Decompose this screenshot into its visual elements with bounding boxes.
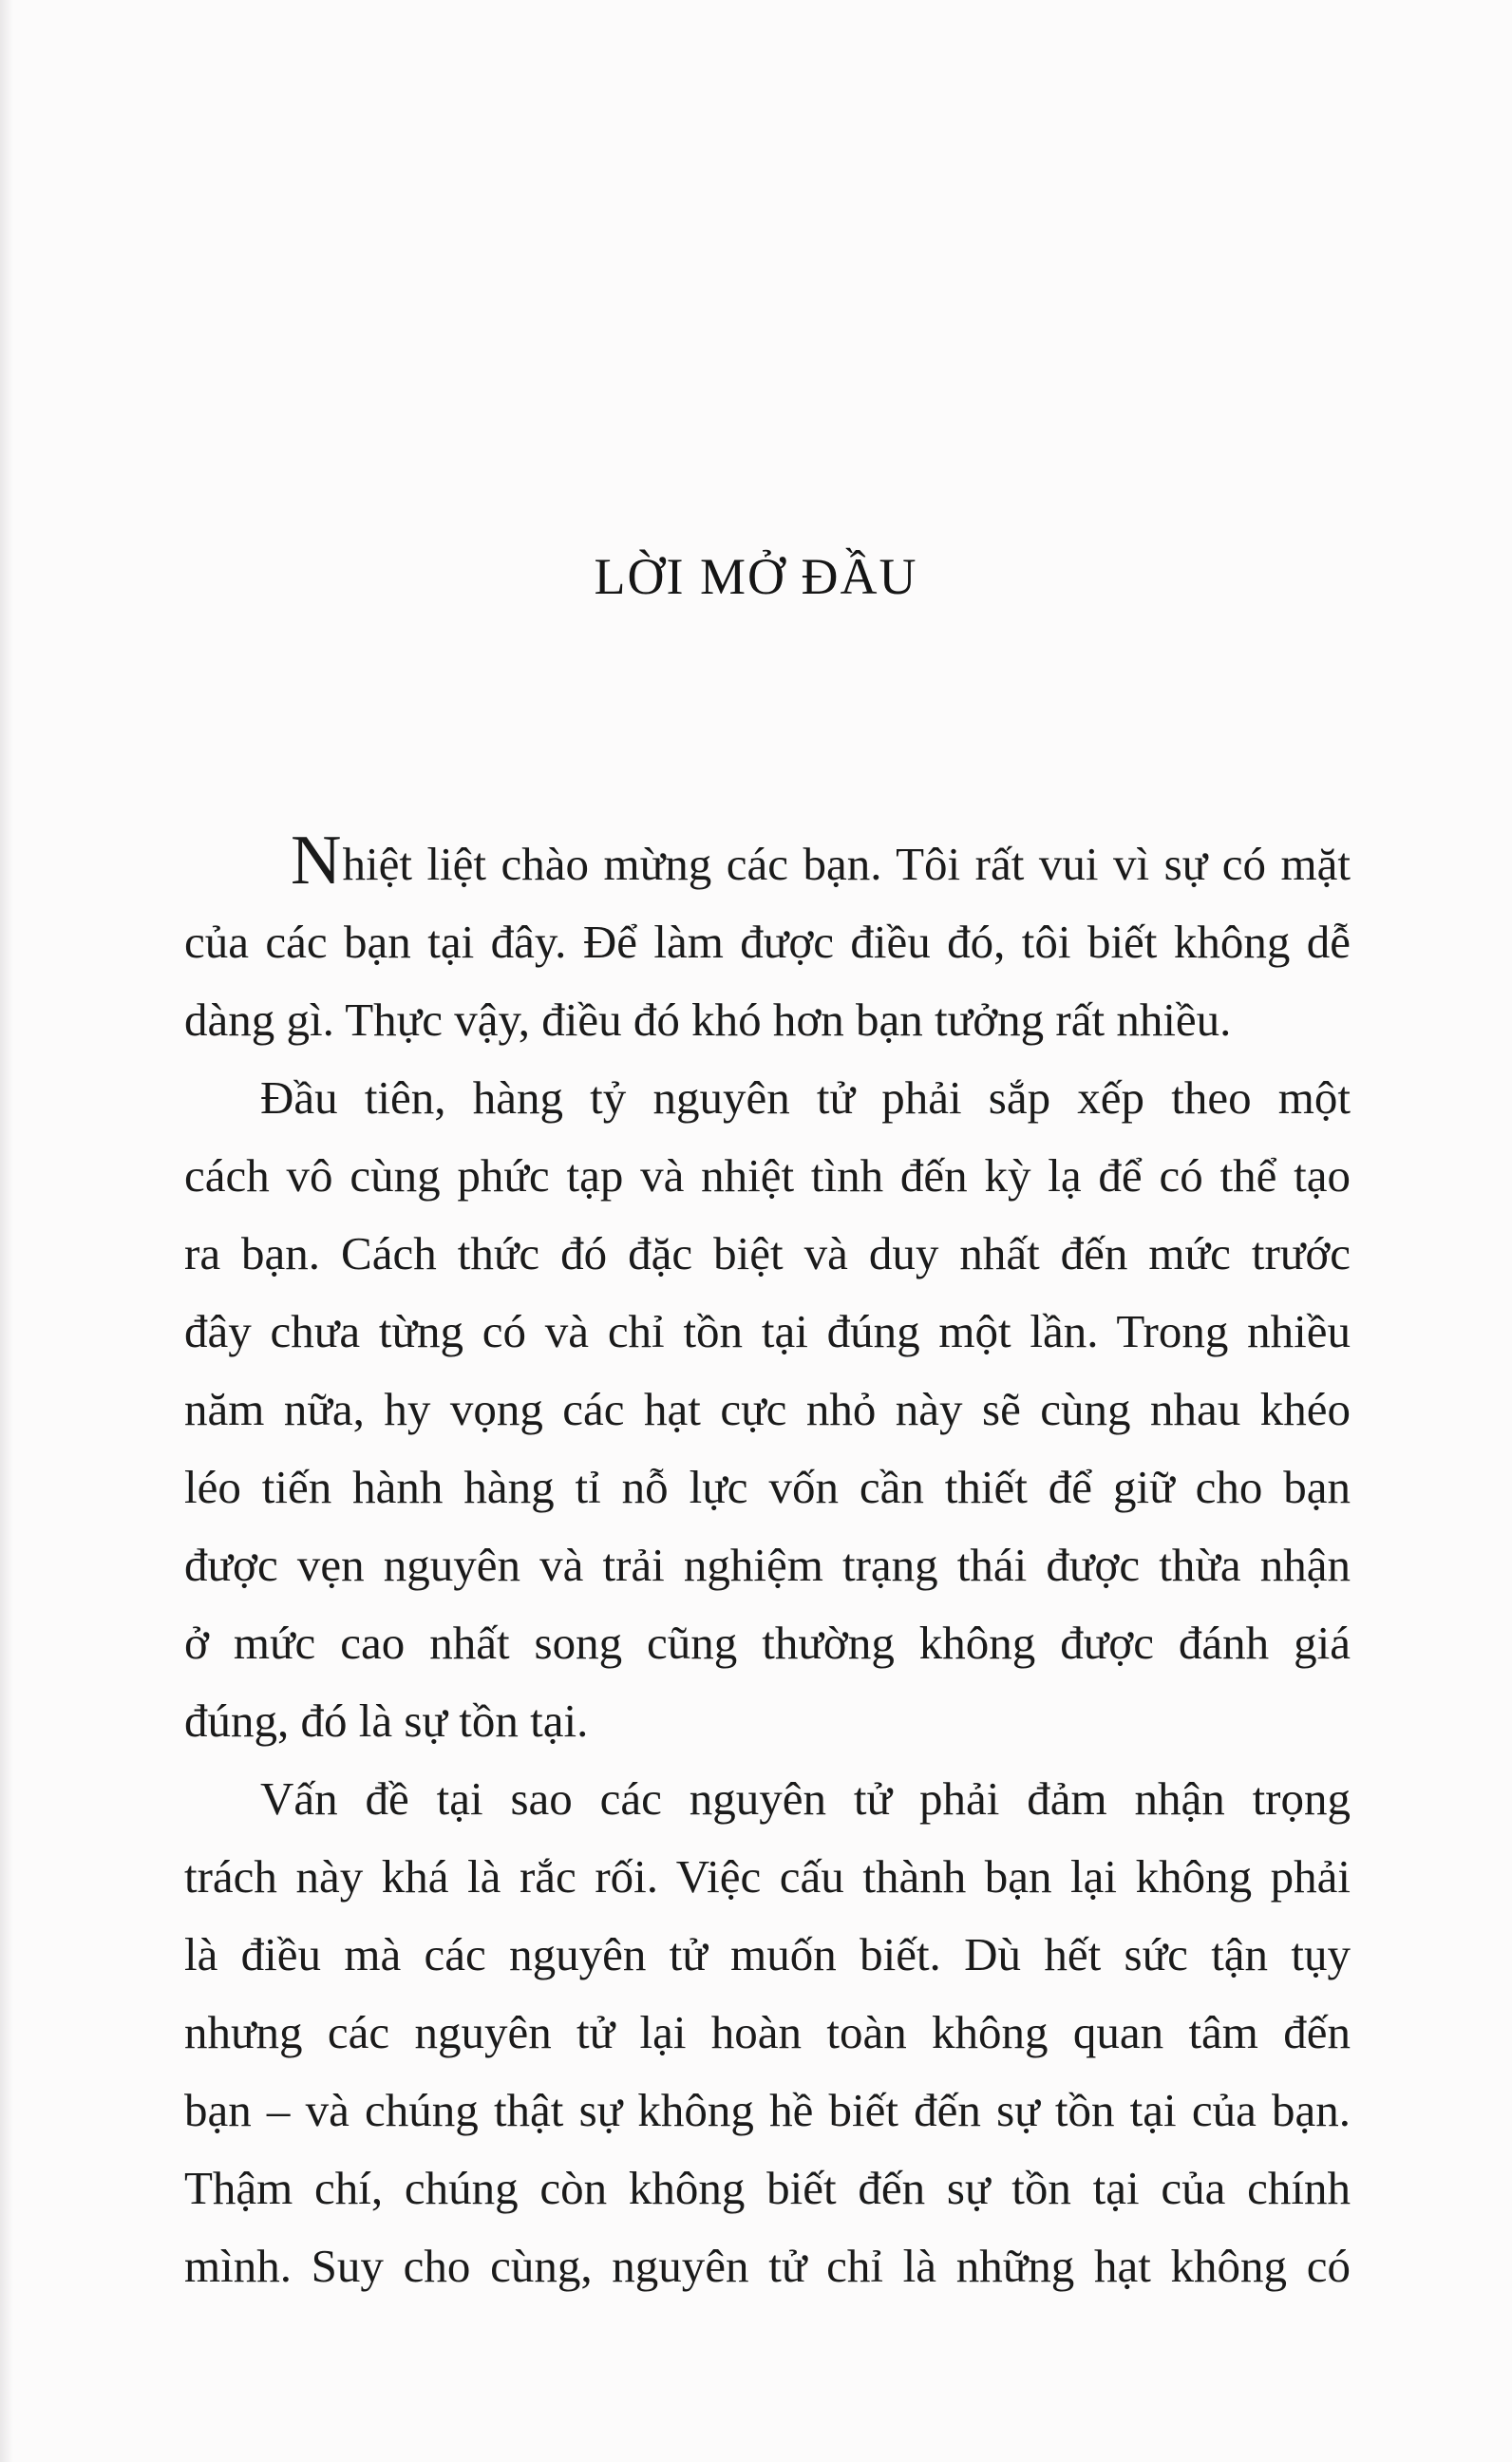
text-line: nhưng các nguyên tử lại hoàn toàn không quan tâm đến bbox=[184, 2006, 1351, 2058]
text-line: mình. Suy cho cùng, nguyên tử chỉ là những hạt không có bbox=[184, 2240, 1351, 2292]
body-text bbox=[184, 822, 1351, 2305]
text-line: trách này khá là rắc rối. Việc cấu thành bạn lại không phải bbox=[184, 1850, 1351, 1903]
text-line: năm nữa, hy vọng các hạt cực nhỏ này sẽ cùng nhau khéo bbox=[184, 1383, 1351, 1435]
text-line: léo tiến hành hàng tỉ nỗ lực vốn cần thiết để giữ cho bạn bbox=[184, 1461, 1351, 1513]
text-line: đây chưa từng có và chỉ tồn tại đúng một lần. Trong nhiều bbox=[184, 1305, 1351, 1357]
text-line: cách vô cùng phức tạp và nhiệt tình đến kỳ lạ để có thể tạo bbox=[184, 1149, 1351, 1202]
text-line: bạn – và chúng thật sự không hề biết đến sự tồn tại của bạn. bbox=[184, 2084, 1351, 2136]
text-line: ở mức cao nhất song cũng thường không được đánh giá bbox=[184, 1617, 1351, 1669]
text-line: Đầu tiên, hàng tỷ nguyên tử phải sắp xếp theo một bbox=[260, 1071, 1351, 1124]
text-line: đúng, đó là sự tồn tại. bbox=[184, 1695, 589, 1747]
paragraph-2 bbox=[184, 1059, 1351, 1760]
text-line: là điều mà các nguyên tử muốn biết. Dù hết sức tận tụy bbox=[184, 1928, 1351, 1980]
text-line: Thậm chí, chúng còn không biết đến sự tồn tại của chính bbox=[184, 2162, 1351, 2214]
text-line bbox=[184, 822, 1351, 903]
text-line: ra bạn. Cách thức đó đặc biệt và duy nhất đến mức trước bbox=[184, 1227, 1351, 1279]
text-line: của các bạn tại đây. Để làm được điều đó, tôi biết không dễ bbox=[184, 916, 1351, 968]
paragraph-3 bbox=[184, 1760, 1351, 2305]
page-edge-shadow bbox=[0, 0, 13, 2462]
text-line: Vấn đề tại sao các nguyên tử phải đảm nhận trọng bbox=[260, 1772, 1351, 1825]
text-line: dàng gì. Thực vậy, điều đó khó hơn bạn tưởng rất nhiều. bbox=[184, 994, 1232, 1046]
paragraph-1 bbox=[184, 822, 1351, 1059]
chapter-title: LỜI MỞ ĐẦU bbox=[594, 548, 918, 605]
drop-cap: N bbox=[291, 822, 342, 900]
text-line-content: hiệt liệt chào mừng các bạn. Tôi rất vui vì sự có mặt bbox=[342, 838, 1351, 890]
text-line: được vẹn nguyên và trải nghiệm trạng thái được thừa nhận bbox=[184, 1539, 1351, 1591]
